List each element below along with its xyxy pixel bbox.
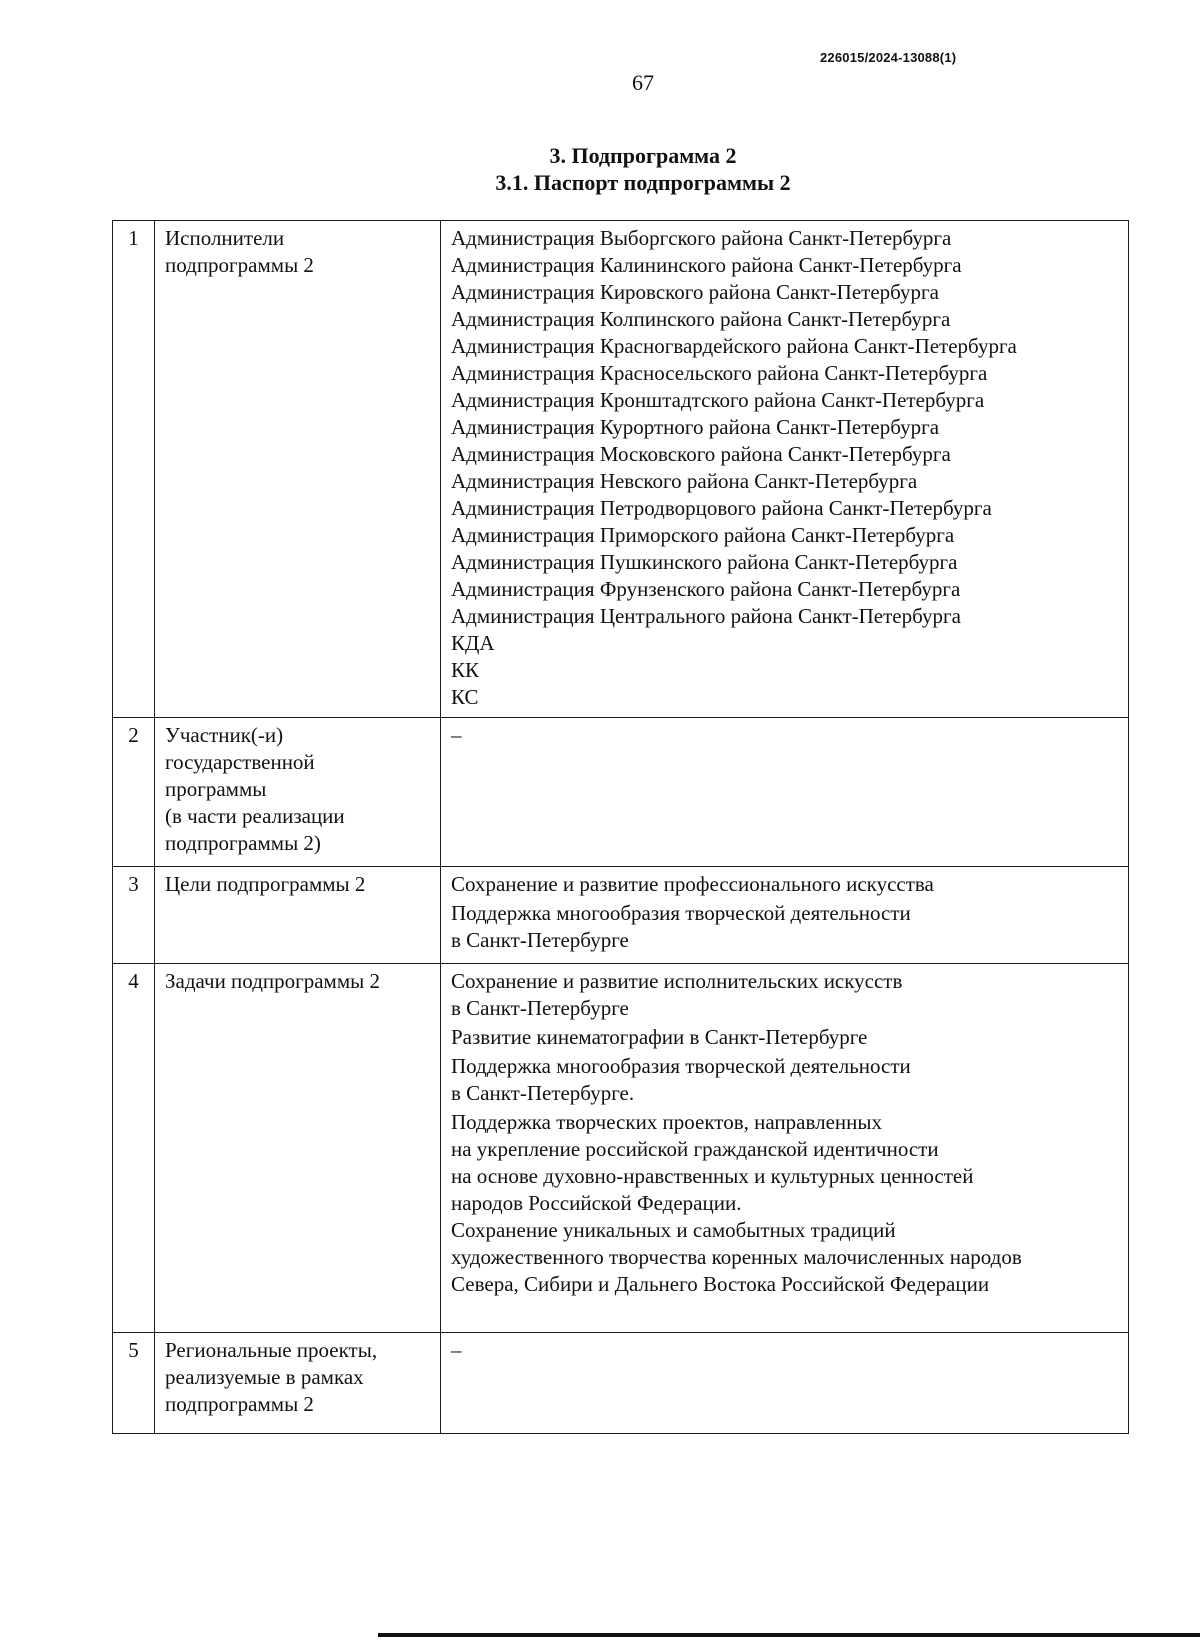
value-line: Сохранение и развитие исполнительских искусств: [451, 969, 903, 993]
value-line: Администрация Курортного района Санкт-Петербурга: [451, 415, 940, 439]
value-line: –: [451, 1338, 462, 1362]
bottom-divider: [378, 1633, 1200, 1637]
table-row: [113, 718, 1129, 867]
row-value: [441, 1333, 1129, 1434]
label-line: Задачи подпрограммы 2: [165, 969, 380, 993]
subsection-title: 3.1. Паспорт подпрограммы 2: [495, 170, 791, 195]
value-line: на укрепление российской гражданской идентичности: [451, 1137, 939, 1161]
row-label: [155, 1333, 441, 1434]
row-value: [441, 221, 1129, 718]
section-title: 3. Подпрограмма 2: [549, 143, 737, 168]
row-value: [441, 964, 1129, 1333]
value-line: Администрация Красногвардейского района Санкт-Петербурга: [451, 334, 1017, 358]
value-line: Сохранение и развитие профессионального искусства: [451, 872, 934, 896]
value-line: Администрация Колпинского района Санкт-Петербурга: [451, 307, 951, 331]
row-number: 5: [113, 1333, 155, 1434]
value-line: Администрация Фрунзенского района Санкт-Петербурга: [451, 577, 961, 601]
value-line: Сохранение уникальных и самобытных традиций: [451, 1218, 896, 1242]
row-number: 2: [113, 718, 155, 867]
value-line: Поддержка многообразия творческой деятельности: [451, 901, 911, 925]
value-line: Администрация Петродворцового района Санкт-Петербурга: [451, 496, 992, 520]
table-row: [113, 867, 1129, 964]
value-line: на основе духовно-нравственных и культурных ценностей: [451, 1164, 974, 1188]
value-line: КС: [451, 685, 479, 709]
value-line: КДА: [451, 631, 495, 655]
value-line: в Санкт-Петербурге.: [451, 1081, 635, 1105]
label-line: Участник(-и): [165, 723, 284, 747]
value-line: Севера, Сибири и Дальнего Востока Российской Федерации: [451, 1272, 990, 1296]
label-line: подпрограммы 2: [165, 253, 314, 277]
row-label: [155, 221, 441, 718]
value-line: народов Российской Федерации.: [451, 1191, 742, 1215]
value-line: в Санкт-Петербурге: [451, 996, 629, 1020]
value-line: Администрация Кронштадтского района Санкт-Петербурга: [451, 388, 985, 412]
value-line: Администрация Кировского района Санкт-Петербурга: [451, 280, 939, 304]
value-line: Администрация Выборгского района Санкт-Петербурга: [451, 226, 952, 250]
value-line: Развитие кинематографии в Санкт-Петербурге: [451, 1025, 868, 1049]
value-line: –: [451, 723, 462, 747]
label-line: программы: [165, 777, 267, 801]
table-row: [113, 1333, 1129, 1434]
table-row: [113, 221, 1129, 718]
value-line: Поддержка многообразия творческой деятельности: [451, 1054, 911, 1078]
subprogram-passport-table: [112, 220, 1129, 1434]
document-registration-number: 226015/2024-13088(1): [820, 50, 957, 65]
label-line: Региональные проекты,: [165, 1338, 378, 1362]
row-number: 3: [113, 867, 155, 964]
row-value: [441, 867, 1129, 964]
value-line: КК: [451, 658, 480, 682]
row-number: 4: [113, 964, 155, 1333]
label-line: (в части реализации: [165, 804, 345, 828]
table-row: [113, 964, 1129, 1333]
value-line: в Санкт-Петербурге: [451, 928, 629, 952]
value-line: Администрация Калининского района Санкт-Петербурга: [451, 253, 962, 277]
label-line: Исполнители: [165, 226, 285, 250]
value-line: Администрация Невского района Санкт-Петербурга: [451, 469, 918, 493]
page-number: 67: [632, 70, 654, 95]
label-line: подпрограммы 2: [165, 1392, 314, 1416]
value-line: Администрация Красносельского района Санкт-Петербурга: [451, 361, 988, 385]
row-label: [155, 964, 441, 1333]
value-line: Администрация Приморского района Санкт-Петербурга: [451, 523, 955, 547]
label-line: реализуемые в рамках: [165, 1365, 364, 1389]
label-line: государственной: [165, 750, 315, 774]
value-line: Поддержка творческих проектов, направленных: [451, 1110, 882, 1134]
row-number: 1: [113, 221, 155, 718]
label-line: подпрограммы 2): [165, 831, 321, 855]
value-line: художественного творчества коренных малочисленных народов: [451, 1245, 1022, 1269]
row-label: [155, 718, 441, 867]
row-value: [441, 718, 1129, 867]
value-line: Администрация Московского района Санкт-Петербурга: [451, 442, 951, 466]
row-label: [155, 867, 441, 964]
value-line: Администрация Центрального района Санкт-Петербурга: [451, 604, 961, 628]
label-line: Цели подпрограммы 2: [165, 872, 366, 896]
value-line: Администрация Пушкинского района Санкт-Петербурга: [451, 550, 958, 574]
